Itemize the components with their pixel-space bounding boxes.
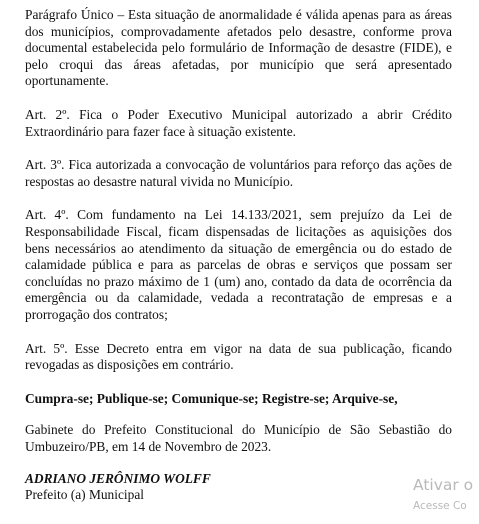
- article-3: Art. 3º. Fica autorizada a convocação de voluntários para reforço das ações de respostas ao desastre natural vivida no Município.: [25, 157, 452, 189]
- article-2: Art. 2º. Fica o Poder Executivo Municipal autorizado a abrir Crédito Extraordinário para fazer face à situação existente.: [25, 106, 452, 139]
- paragraph-sole: Parágrafo Único – Esta situação de anormalidade é válida apenas para as áreas dos municípios, comprovadamente afetados pelo desastre, conforme prova documental estabelecida pelo formulário de Informação de desastre (FIDE), e pelo croqui das áreas afetadas, por município que será apresentado oportunamente.: [25, 7, 452, 89]
- article-5: Art. 5º. Esse Decreto entra em vigor na data de sua publicação, ficando revogadas as disposições em contrário.: [25, 340, 452, 373]
- article-4: Art. 4º. Com fundamento na Lei 14.133/2021, sem prejuízo da Lei de Responsabilidade Fiscal, ficam dispensadas de licitações as aquisições dos bens necessários ao atendimento da situação de emergência ou do estado de calamidade pública e para as parcelas de obras e serviços que possam ser concluídas no prazo máximo de 1 (um) ano, contado da data de ocorrência da emergência ou da calamidade, vedada a recontratação de empresas e a prorrogação dos contratos;: [25, 207, 452, 322]
- decree-document: [25, 0, 452, 503]
- closing-formula: Cumpra-se; Publique-se; Comunique-se; Registre-se; Arquive-se,: [25, 390, 398, 406]
- watermark-title: Ativar o: [413, 476, 474, 494]
- watermark-subtitle: Acesse Co: [413, 500, 467, 512]
- place-and-date: Gabinete do Prefeito Constitucional do Município de São Sebastião do Umbuzeiro/PB, em 14 de Novembro de 2023.: [25, 422, 452, 454]
- signatory-name: ADRIANO JERÔNIMO WOLFF: [25, 471, 211, 487]
- signatory-role: Prefeito (a) Municipal: [25, 487, 144, 503]
